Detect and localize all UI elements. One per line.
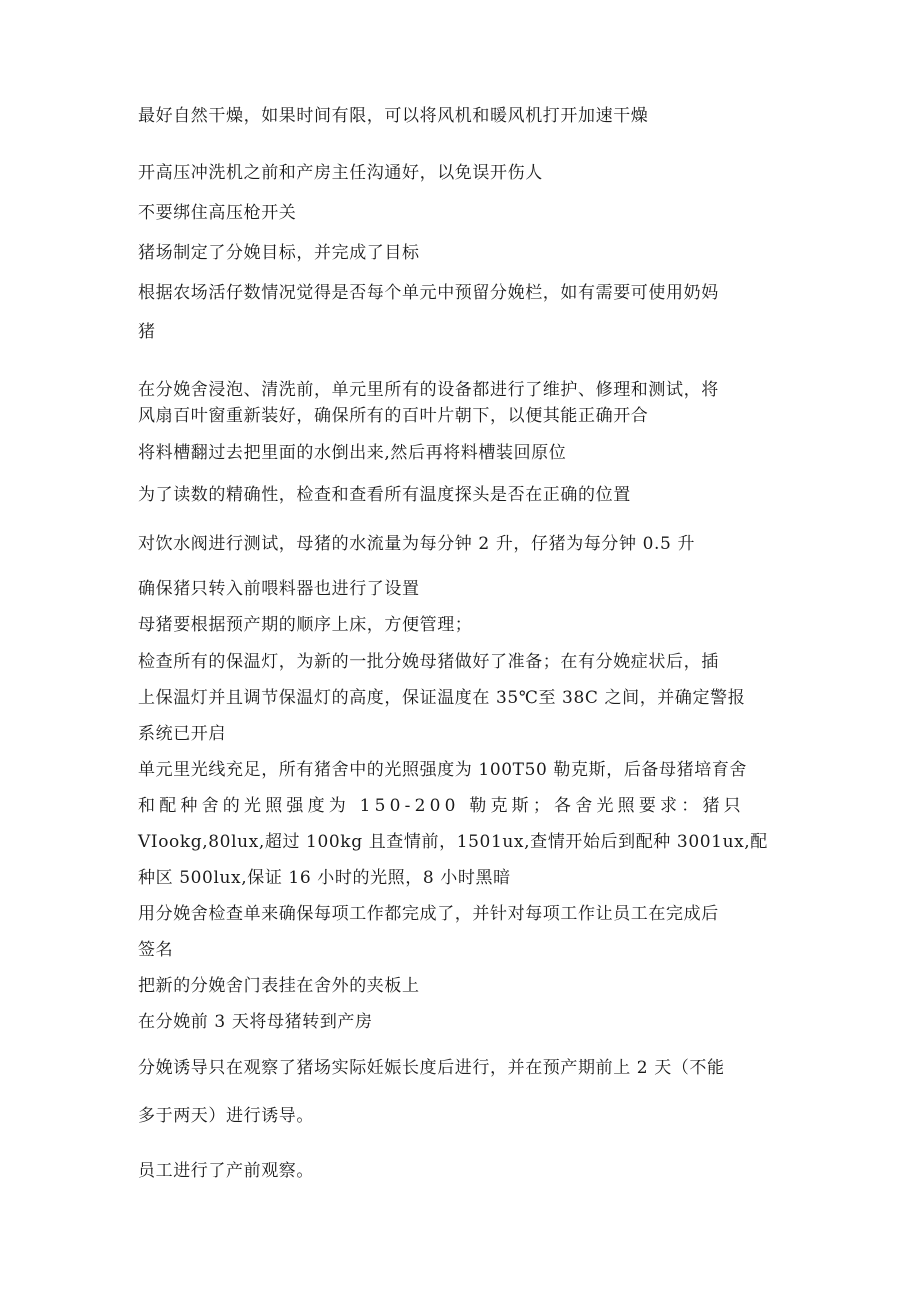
text-line: VIookg,80lux,超过 100kg 且查情前，1501ux,查情开始后到配种 3001ux,配 [138,832,768,852]
text-line: 风扇百叶窗重新装好，确保所有的百叶片朝下，以便其能正确开合 [138,406,649,426]
text-line: 签名 [138,940,174,960]
text-line: 不要绑住高压枪开关 [138,203,297,223]
text-line: 猪场制定了分娩目标，并完成了目标 [138,243,420,263]
text-line: 上保温灯并且调节保温灯的高度，保证温度在 35℃至 38C 之间，并确定警报 [138,688,746,708]
text-line: 多于两天）进行诱导。 [138,1106,314,1126]
text-line: 为了读数的精确性，检查和查看所有温度探头是否在正确的位置 [138,485,631,505]
text-line: 最好自然干燥，如果时间有限，可以将风机和暖风机打开加速干燥 [138,106,649,126]
text-line: 分娩诱导只在观察了猪场实际妊娠长度后进行，并在预产期前上 2 天（不能 [138,1058,725,1078]
text-line: 系统已开启 [138,724,226,744]
text-line: 开高压冲洗机之前和产房主任沟通好，以免误开伤人 [138,163,543,183]
text-line: 把新的分娩舍门表挂在舍外的夹板上 [138,976,420,996]
text-line: 用分娩舍检查单来确保每项工作都完成了，并针对每项工作让员工在完成后 [138,904,719,924]
text-line: 种区 500lux,保证 16 小时的光照，8 小时黑暗 [138,868,511,888]
text-line: 检查所有的保温灯，为新的一批分娩母猪做好了准备；在有分娩症状后，插 [138,652,719,672]
text-line: 和配种舍的光照强度为 150-200 勒克斯；各舍光照要求：猪只 [138,796,745,816]
text-line: 对饮水阀进行测试，母猪的水流量为每分钟 2 升，仔猪为每分钟 0.5 升 [138,534,696,554]
text-line: 单元里光线充足，所有猪舍中的光照强度为 100T50 勒克斯，后备母猪培育舍 [138,760,748,780]
text-line: 根据农场活仔数情况觉得是否每个单元中预留分娩栏，如有需要可使用奶妈 [138,283,719,303]
text-line: 在分娩前 3 天将母猪转到产房 [138,1012,373,1032]
text-line: 员工进行了产前观察。 [138,1161,314,1181]
text-line: 确保猪只转入前喂料器也进行了设置 [138,579,420,599]
text-line: 母猪要根据预产期的顺序上床，方便管理； [138,615,473,635]
text-line: 在分娩舍浸泡、清洗前，单元里所有的设备都进行了维护、修理和测试，将 [138,380,719,400]
text-line: 将料槽翻过去把里面的水倒出来,然后再将料槽装回原位 [138,443,567,463]
text-line: 猪 [138,322,156,342]
